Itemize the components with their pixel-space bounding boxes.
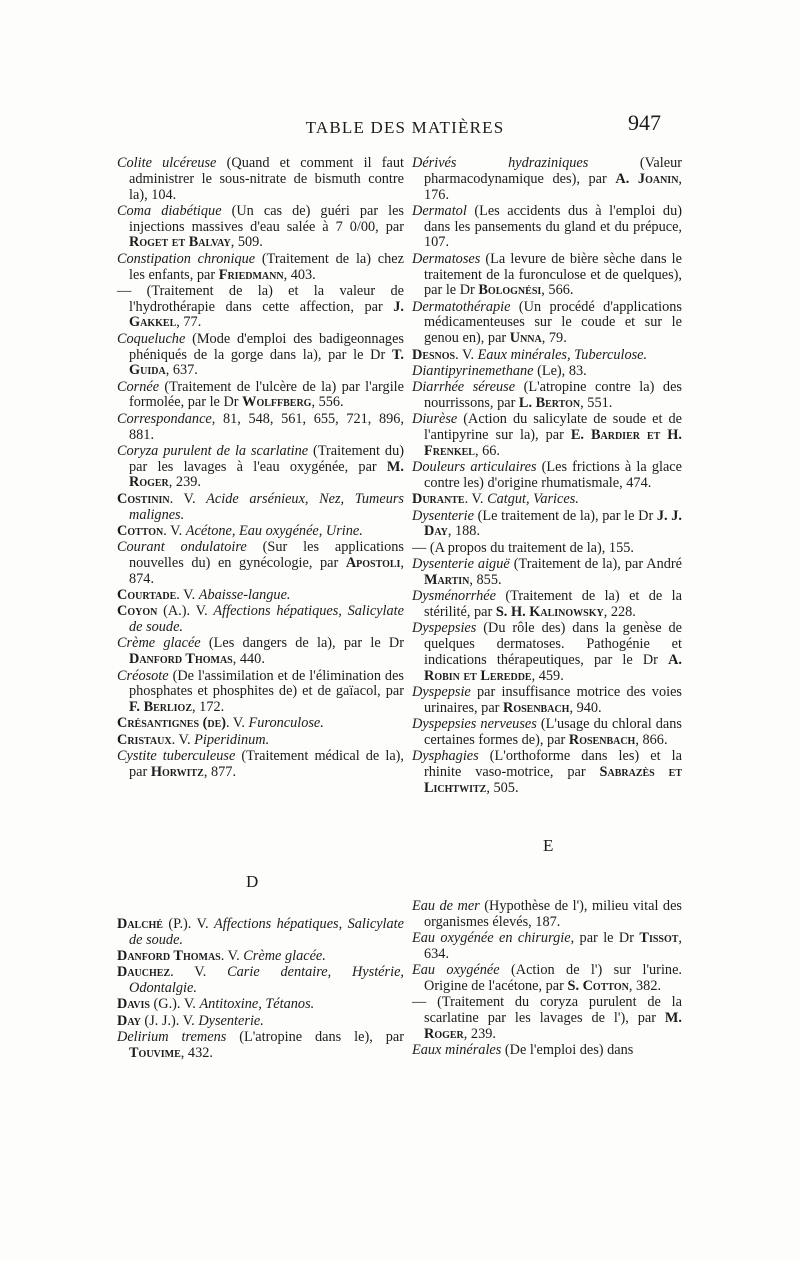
entry-term: Eaux minérales: [412, 1042, 502, 1059]
entry-term: Dysenterie: [412, 507, 474, 524]
index-entry: [117, 733, 404, 749]
entry-text: (Les dangers de la), par le Dr: [200, 635, 404, 652]
entry-text: (Un procédé d'applications médicamenteuses sur le coude et sur le genou en), par: [424, 298, 682, 347]
entry-page-ref: , 459.: [531, 667, 564, 684]
entry-text: . V.: [170, 964, 228, 981]
entry-author: Apostoli: [345, 554, 401, 571]
entry-text: . V.: [163, 522, 186, 539]
entry-term: Dermatoses: [412, 250, 481, 267]
entry-see-also: Abaisse-langue.: [198, 587, 291, 604]
index-entry: [412, 963, 682, 995]
index-entry: [117, 965, 404, 997]
entry-page-ref: , 176.: [424, 170, 682, 203]
index-entry: [412, 717, 682, 749]
entry-author: Day: [117, 1012, 141, 1029]
index-entry: [117, 917, 404, 949]
entry-author: Rosenbach: [568, 731, 636, 748]
entry-text: (L'atropine contre la) des nourrissons, par: [424, 379, 682, 411]
entry-page-ref: , 239.: [168, 474, 201, 491]
entry-text: (La levure de bière sèche dans le traitement de la furonculose et de quelques), par le Dr: [424, 250, 682, 299]
index-entry: [412, 509, 682, 541]
section-letter-e: E: [543, 836, 554, 855]
entry-author: Friedmann: [218, 266, 284, 283]
entry-author: Desnos: [412, 346, 456, 363]
entry-term: Delirium tremens: [117, 1029, 227, 1046]
entry-author: M. Roger: [129, 458, 404, 491]
entry-text: . V.: [220, 948, 244, 965]
index-entry: [412, 541, 682, 557]
entry-page-ref: , 866.: [635, 731, 668, 748]
entry-term: Coqueluche: [117, 330, 186, 347]
entry-text: (Le), 83.: [533, 362, 587, 379]
entry-text: — (A propos du traitement de la), 155.: [412, 539, 634, 556]
entry-term: Diantipyrinemethane: [412, 362, 534, 379]
entry-text: (De l'assimilation et de l'élimination des phosphates et phosphites de) et de gaïacol, par: [129, 667, 404, 700]
entry-author: Dauchez: [117, 964, 171, 981]
entry-term: Dyspepsie: [412, 683, 471, 700]
entry-term: Correspondance: [117, 410, 212, 427]
entry-term: Diarrhée séreuse: [412, 379, 516, 396]
entry-page-ref: , 239.: [463, 1025, 496, 1042]
entry-see-also: Carie dentaire, Hystérie, Odontalgie.: [129, 964, 404, 997]
index-entry: [412, 995, 682, 1042]
entry-text: (Quand et comment il faut administrer le sous-nitrate de bismuth contre la), 104.: [129, 155, 404, 203]
entry-text: (Sur les applications nouvelles du) en gynécologie, par: [129, 539, 404, 571]
entry-page-ref: , 228.: [603, 603, 636, 620]
entry-author: J. J. Day: [424, 507, 682, 540]
entry-term: Dysménorrhée: [412, 588, 496, 605]
entry-author: L. Berton: [518, 394, 581, 411]
index-entry: [117, 588, 404, 604]
index-entry: [412, 749, 682, 796]
index-entry: [117, 284, 404, 331]
entry-text: (Hypothèse de l'), milieu vital des organismes élevés, 187.: [424, 898, 682, 930]
index-entry: [412, 899, 682, 931]
entry-term: Eau de mer: [412, 898, 480, 914]
index-entry: [412, 380, 682, 412]
entry-author: Davis: [117, 996, 150, 1013]
entry-term: Douleurs articulaires: [412, 459, 537, 476]
entry-text: (Les accidents dus à l'emploi du) dans les pansements du gland et du prépuce, 107.: [424, 202, 682, 251]
entry-term: Colite ulcéreuse: [117, 155, 217, 171]
index-entry: [117, 524, 404, 540]
entry-author: Sabrazès et Lichtwitz: [424, 763, 682, 796]
index-entry: [412, 685, 682, 717]
entry-text: (Traitement de la) et de la stérilité, par: [424, 588, 682, 620]
entry-text: (Traitement de la), par André: [509, 555, 683, 572]
entry-page-ref: , 77.: [176, 314, 202, 331]
entry-see-also: Affections hépatiques, Salicylate de soude.: [129, 603, 404, 636]
entry-text: (Du rôle des) dans la genèse de quelques dermatoses. Pathogénie et indications thérapeutiques, par le Dr: [424, 620, 682, 668]
entry-term: Crème glacée: [117, 635, 201, 652]
entry-text: (Le traitement de la), par le Dr: [473, 507, 657, 524]
entry-page-ref: , 855.: [469, 571, 502, 588]
entry-term: Dermatol: [412, 202, 467, 219]
entry-page-ref: , 382.: [628, 977, 662, 994]
entry-text: . V.: [169, 490, 207, 507]
entry-page-ref: , 940.: [569, 699, 602, 716]
entry-text: . V.: [176, 587, 199, 604]
index-entry: [117, 332, 404, 379]
entry-page-ref: , 637.: [165, 362, 198, 379]
section-letter-d: D: [246, 872, 259, 891]
index-entry: [117, 1030, 404, 1062]
entry-term: Dyspepsies: [412, 620, 477, 637]
index-entry: [117, 997, 404, 1013]
entry-author: Dalché: [117, 916, 163, 932]
index-column-left-d: [117, 917, 404, 1062]
entry-text: (P.). V.: [162, 916, 215, 932]
entry-page-ref: , 874.: [129, 554, 404, 587]
entry-author: J. Gakkel: [129, 298, 404, 331]
entry-author: Bolognési: [478, 282, 542, 299]
entry-see-also: Antitoxine, Tétanos.: [199, 996, 315, 1013]
index-entry: [117, 669, 404, 716]
index-entry: [412, 204, 682, 251]
entry-author: A. Joanin: [615, 170, 679, 187]
entry-see-also: Dysenterie.: [198, 1012, 264, 1029]
entry-text: . V.: [226, 715, 249, 732]
index-column-right-e: [412, 899, 682, 1059]
entry-text: . V.: [455, 346, 478, 363]
entry-page-ref: , 66.: [474, 442, 500, 459]
index-entry: [412, 460, 682, 492]
entry-see-also: Piperidinum.: [194, 731, 270, 748]
entry-term: Créosote: [117, 667, 169, 684]
index-entry: [117, 252, 404, 284]
entry-page-ref: , 551.: [580, 394, 613, 411]
entry-text: — (Traitement de la) et la valeur de l'hydrothérapie dans cette affection, par: [117, 282, 404, 315]
index-entry: [117, 204, 404, 251]
entry-author: E. Bardier et H. Frenkel: [424, 427, 682, 459]
index-entry: [117, 412, 404, 444]
entry-term: Coma diabétique: [117, 202, 222, 219]
entry-term: Cornée: [117, 378, 160, 395]
entry-author: Courtade: [117, 587, 177, 604]
running-header-title: TABLE DES MATIÈRES: [305, 118, 505, 137]
entry-text: (Un cas de) guéri par les injections massives d'eau salée à 7 0/00, par: [129, 202, 404, 235]
entry-text: (L'usage du chloral dans certaines formes de), par: [424, 715, 682, 748]
entry-text: (Action du salicylate de soude et de l'antipyrine sur la), par: [424, 411, 682, 444]
index-entry: [412, 252, 682, 299]
index-entry: [117, 949, 404, 965]
entry-author: Martin: [424, 571, 470, 588]
entry-page-ref: , 403.: [283, 266, 316, 283]
entry-page-ref: , 188.: [447, 523, 481, 540]
index-entry: [117, 380, 404, 412]
entry-author: Coyon: [117, 603, 158, 620]
entry-text: (Traitement du) par les lavages à l'eau oxygénée, par: [129, 442, 404, 475]
entry-author: Roget et Balvay: [129, 234, 231, 251]
entry-author: Costinin: [117, 490, 170, 507]
entry-text: (Action de l') sur l'urine. Origine de l'acétone, par: [424, 962, 682, 994]
entry-term: Cystite tuberculeuse: [117, 747, 236, 764]
entry-text: . V.: [171, 731, 195, 748]
entry-text: — (Traitement du coryza purulent de la scarlatine par les lavages de l'), par: [412, 994, 682, 1027]
entry-see-also: Eaux minérales, Tuberculose.: [477, 346, 648, 363]
entry-term: Coryza purulent de la scarlatine: [117, 442, 309, 459]
entry-term: Diurèse: [412, 411, 458, 428]
entry-author: Cristaux: [117, 731, 172, 748]
page-number: 947: [628, 110, 661, 135]
entry-text: (J. J.). V.: [140, 1012, 199, 1029]
entry-author: S. H. Kalinowsky: [495, 603, 604, 620]
entry-author: Crésantignes (de): [117, 715, 227, 732]
entry-author: Rosenbach: [503, 699, 570, 716]
index-entry: [412, 1043, 682, 1059]
index-entry: [412, 348, 682, 364]
entry-term: Dermatothérapie: [412, 298, 511, 315]
entry-page-ref: , 566.: [541, 282, 574, 299]
entry-page-ref: , 79.: [541, 330, 567, 347]
entry-author: Touvime: [129, 1044, 181, 1061]
entry-author: S. Cotton: [567, 977, 629, 994]
entry-author: Wolffberg: [242, 394, 312, 411]
index-entry: [117, 492, 404, 524]
entry-see-also: Acétone, Eau oxygénée, Urine.: [185, 522, 363, 539]
index-entry: [117, 749, 404, 781]
index-entry: [412, 557, 682, 589]
index-entry: [117, 1014, 404, 1030]
entry-author: Tissot: [639, 930, 679, 947]
entry-term: Courant ondulatoire: [117, 539, 247, 556]
entry-page-ref: , 634.: [424, 930, 682, 962]
entry-author: Horwitz: [150, 763, 204, 780]
entry-page-ref: , 556.: [311, 394, 344, 411]
entry-page-ref: , 172.: [192, 699, 225, 716]
entry-term: Dyspepsies nerveuses: [412, 715, 537, 732]
entry-text: (De l'emploi des) dans: [501, 1042, 634, 1059]
entry-text: (Les frictions à la glace contre les) d'origine rhumatismale, 474.: [424, 459, 682, 491]
entry-author: Danford Thomas: [117, 948, 221, 965]
entry-page-ref: , 509.: [230, 234, 263, 251]
entry-see-also: Acide arsénieux, Nez, Tumeurs malignes.: [129, 490, 404, 523]
index-column-right: [412, 156, 682, 797]
index-entry: [412, 931, 682, 963]
entry-text: (Traitement médical de la), par: [129, 747, 404, 780]
entry-text: (L'orthoforme dans les) et la rhinite vaso-motrice, par: [424, 747, 682, 780]
entry-page-ref: , 877.: [203, 763, 237, 780]
entry-author: Danford Thomas: [129, 651, 233, 668]
index-entry: [117, 444, 404, 491]
entry-author: F. Berlioz: [129, 699, 193, 716]
entry-author: Unna: [509, 330, 542, 347]
entry-term: Constipation chronique: [117, 250, 256, 267]
entry-author: A. Robin et Leredde: [424, 651, 682, 684]
entry-see-also: Catgut, Varices.: [487, 491, 579, 508]
entry-text: , 81, 548, 561, 655, 721, 896, 881.: [129, 410, 404, 443]
entry-see-also: Affections hépatiques, Salicylate de soude.: [129, 916, 404, 948]
entry-page-ref: , 505.: [486, 779, 519, 796]
index-entry: [117, 636, 404, 668]
entry-text: . V.: [464, 491, 488, 508]
entry-page-ref: , 440.: [232, 651, 265, 668]
entry-see-also: Furonculose.: [248, 715, 324, 732]
index-entry: [412, 621, 682, 684]
index-entry: [412, 492, 682, 508]
entry-term: Eau oxygénée en chirurgie: [412, 930, 571, 947]
index-column-left: [117, 156, 404, 781]
entry-text: par insuffisance motrice des voies urinaires, par: [424, 683, 682, 716]
index-entry: [412, 364, 682, 380]
entry-text: (Traitement de la) chez les enfants, par: [129, 250, 404, 283]
entry-term: Eau oxygénée: [412, 962, 500, 979]
entry-text: (L'atropine dans le), par: [226, 1029, 404, 1046]
entry-author: T. Guida: [129, 346, 404, 379]
index-entry: [412, 412, 682, 459]
entry-page-ref: , 432.: [180, 1044, 213, 1061]
index-entry: [412, 589, 682, 621]
index-entry: [412, 156, 682, 203]
index-entry: [117, 716, 404, 732]
entry-text: (Traitement de l'ulcère de la) par l'argile formolée, par le Dr: [129, 378, 404, 411]
index-entry: [117, 540, 404, 587]
entry-text: (A.). V.: [157, 603, 214, 620]
entry-see-also: Crème glacée.: [243, 948, 326, 965]
entry-term: Dérivés hydraziniques: [412, 155, 589, 171]
entry-text: , par le Dr: [570, 930, 640, 947]
index-entry: [117, 156, 404, 203]
entry-term: Dysenterie aiguë: [412, 555, 510, 572]
index-entry: [117, 604, 404, 636]
entry-text: (G.). V.: [149, 996, 200, 1013]
entry-term: Dysphagies: [412, 747, 479, 764]
entry-author: Cotton: [117, 522, 164, 539]
entry-text: (Mode d'emploi des badigeonnages phéniqués de la gorge dans la), par le Dr: [129, 330, 404, 363]
entry-author: M. Roger: [424, 1010, 682, 1042]
entry-text: (Valeur pharmacodynamique des), par: [424, 155, 682, 187]
index-entry: [412, 300, 682, 347]
entry-author: Durante: [412, 491, 465, 508]
